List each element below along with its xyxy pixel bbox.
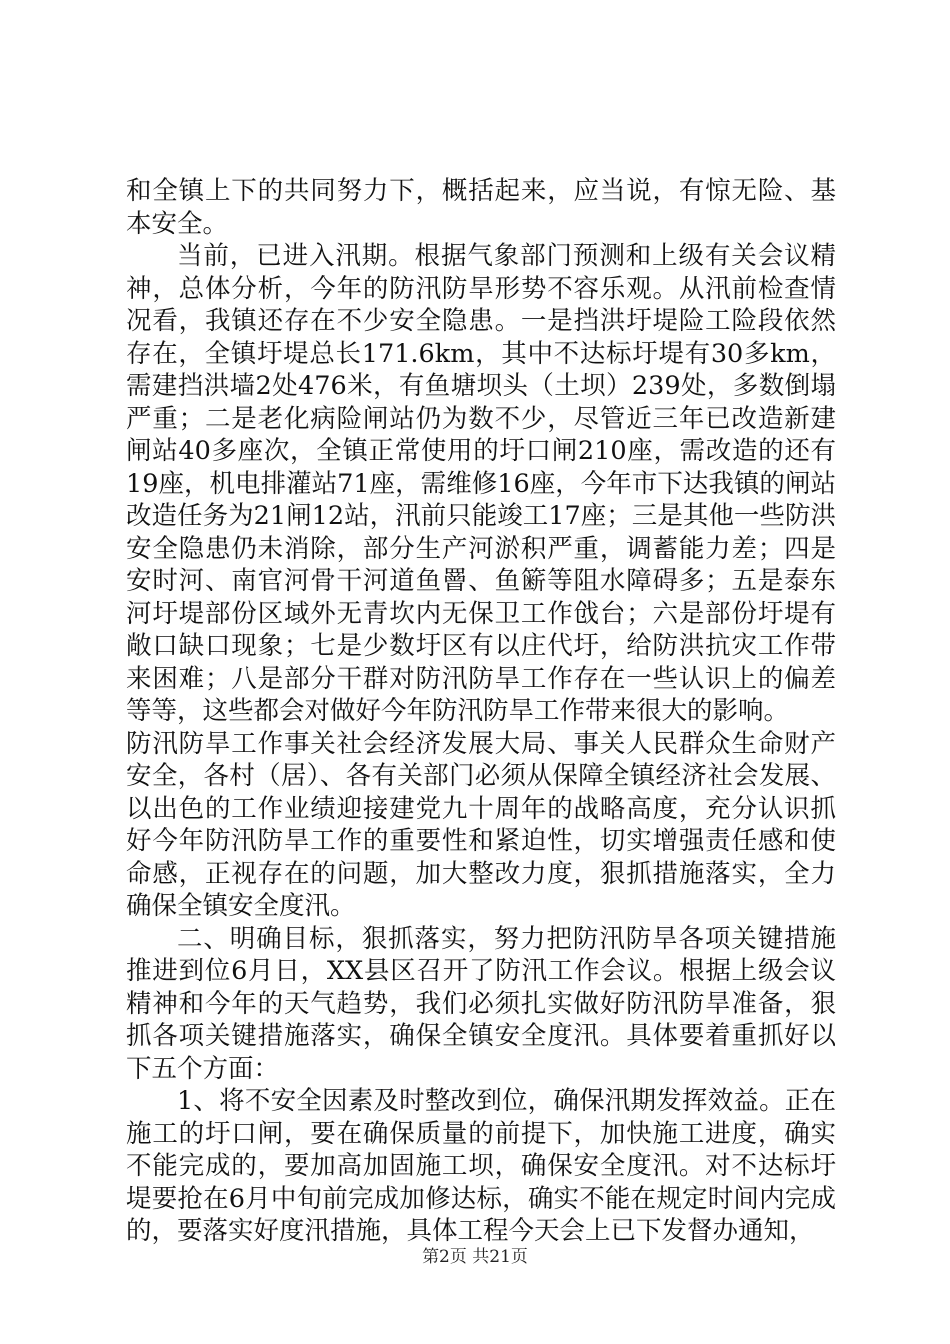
paragraph-4: 二、明确目标，狠抓落实，努力把防汛防旱各项关键措施推进到位6月日，XX县区召开了防汛工作会议。根据上级会议精神和今年的天气趋势，我们必须扎实做好防汛防旱准备，狠抓各项关键措施落实，确保全镇安全度汛。具体要着重抓好以下五个方面：	[126, 923, 836, 1084]
paragraph-2: 当前，已进入汛期。根据气象部门预测和上级有关会议精神，总体分析，今年的防汛防旱形势不容乐观。从汛前检查情况看，我镇还存在不少安全隐患。一是挡洪圩堤险工险段依然存在，全镇圩堤总长171.6km，其中不达标圩堤有30多km，需建挡洪墙2处476米，有鱼塘坝头（土坝）239处，多数倒塌严重；二是老化病险闸站仍为数不少，尽管近三年已改造新建闸站40多座次，全镇正常使用的圩口闸210座，需改造的还有19座，机电排灌站71座，需维修16座，今年市下达我镇的闸站改造任务为21闸12站，汛前只能竣工17座；三是其他一些防洪安全隐患仍未消除，部分生产河淤积严重，调蓄能力差；四是安时河、南官河骨干河道鱼罾、鱼簖等阻水障碍多；五是泰东河圩堤部份区域外无青坎内无保卫工作戗台；六是部份圩堤有敞口缺口现象；七是少数圩区有以庄代圩，给防洪抗灾工作带来困难；八是部分干群对防汛防旱工作存在一些认识上的偏差等等，这些都会对做好今年防汛防旱工作带来很大的影响。	[126, 241, 836, 726]
document-body	[126, 175, 836, 1248]
paragraph-5: 1、将不安全因素及时整改到位，确保汛期发挥效益。正在施工的圩口闸，要在确保质量的前提下，加快施工进度，确实不能完成的，要加高加固施工坝，确保安全度汛。对不达标圩堤要抢在6月中旬前完成加修达标，确实不能在规定时间内完成的，要落实好度汛措施，具体工程今天会上已下发督办通知，	[126, 1086, 836, 1246]
page-number-footer: 第2页 共21页	[422, 1247, 528, 1267]
paragraph-1: 和全镇上下的共同努力下，概括起来，应当说，有惊无险、基本安全。	[126, 176, 836, 239]
paragraph-3: 防汛防旱工作事关社会经济发展大局、事关人民群众生命财产安全，各村（居）、各有关部门必须从保障全镇经济社会发展、以出色的工作业绩迎接建党九十周年的战略高度，充分认识抓好今年防汛防旱工作的重要性和紧迫性，切实增强责任感和使命感，正视存在的问题，加大整改力度，狠抓措施落实，全力确保全镇安全度汛。	[126, 728, 836, 921]
